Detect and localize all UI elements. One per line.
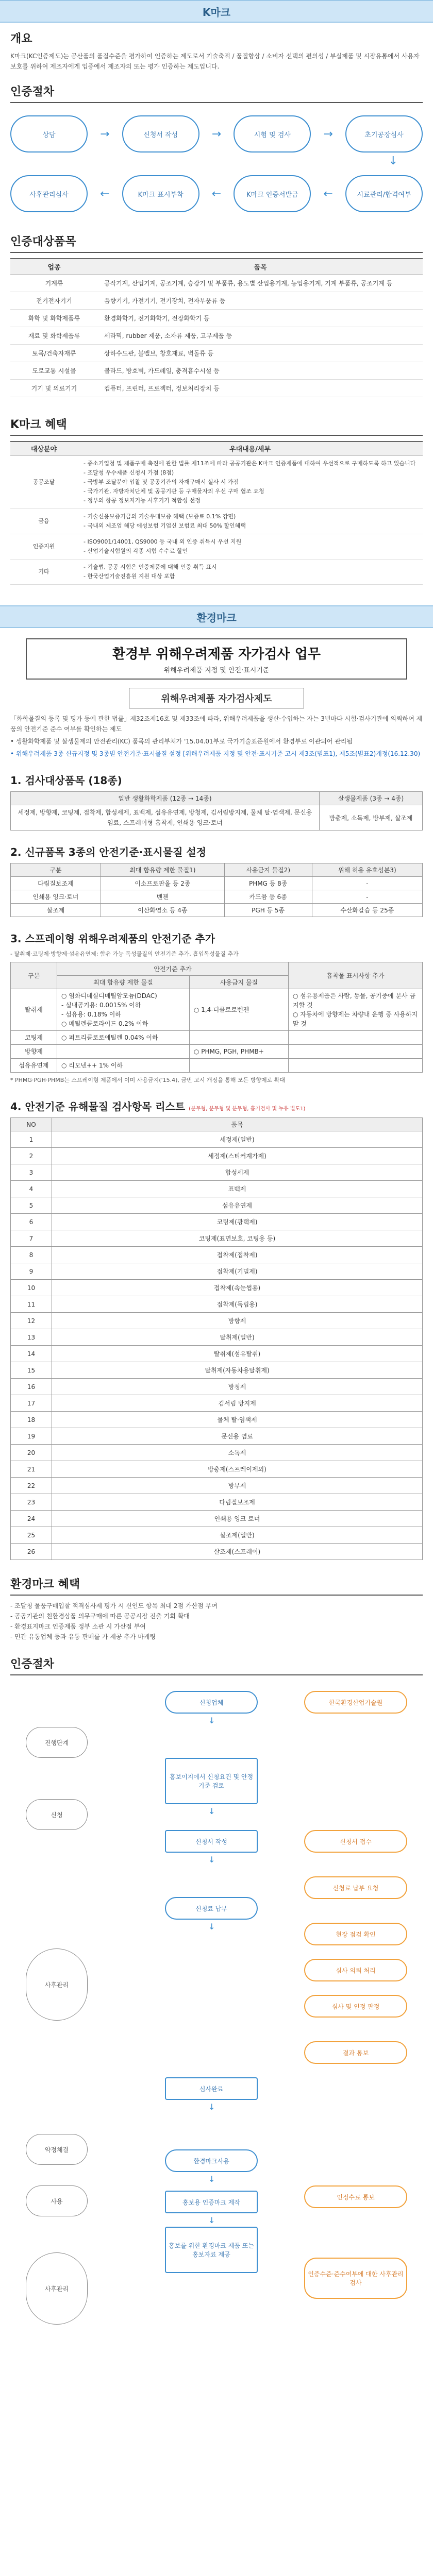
table-row bbox=[11, 1494, 423, 1511]
target-industry: 재료 및 화학제품류 bbox=[10, 327, 98, 344]
table-row bbox=[10, 274, 423, 292]
s1-title: 1. 검사대상품목 (18종) bbox=[10, 774, 122, 787]
benefit-field: 금융 bbox=[10, 509, 77, 534]
s2-table bbox=[10, 863, 423, 917]
s3-cell: 탈취제 bbox=[11, 989, 57, 1031]
table-row bbox=[10, 456, 423, 509]
env-subbox: 위해우려제품 자가검사제도 bbox=[129, 688, 304, 708]
s4-no: 25 bbox=[11, 1527, 52, 1544]
env-benefit-list bbox=[10, 1601, 423, 1642]
env-band-title: 환경마크 bbox=[196, 611, 237, 624]
proc-down-arrow-icon: ↓ bbox=[208, 1855, 215, 1865]
table-row bbox=[11, 1230, 423, 1247]
env-benefit-line: - 민간 유통업체 등과 유통 판매를 가 제공 추가 마케팅 bbox=[10, 1633, 156, 1640]
proc-step: 신청서 작성 bbox=[165, 1830, 258, 1853]
proc-org: 신청료 납부 요청 bbox=[304, 1876, 407, 1899]
table-row bbox=[11, 1379, 423, 1395]
proc-down-arrow-icon: ↓ bbox=[208, 2215, 215, 2225]
target-industry: 기계류 bbox=[10, 274, 98, 292]
table-row bbox=[11, 1280, 423, 1296]
target-items: 상하수도관, 볼밸브, 창호재료, 벽돌류 등 bbox=[98, 344, 423, 362]
s4-no: 22 bbox=[11, 1478, 52, 1494]
table-row bbox=[11, 1313, 423, 1329]
table-row bbox=[10, 327, 423, 344]
s4-no: 21 bbox=[11, 1461, 52, 1478]
s4-item: 접착제(독립용) bbox=[52, 1296, 423, 1313]
table-row bbox=[11, 1131, 423, 1148]
s1-table bbox=[10, 791, 423, 831]
s4-item: 인쇄용 잉크 토너 bbox=[52, 1511, 423, 1527]
s4-item: 접착제(속눈썹용) bbox=[52, 1280, 423, 1296]
table-row bbox=[11, 989, 423, 1031]
flow-arrow-icon: ← bbox=[211, 187, 222, 200]
table-row bbox=[11, 1428, 423, 1445]
s2-cell: PGH 등 5종 bbox=[224, 904, 312, 917]
benefit-header-field: 대상분야 bbox=[10, 442, 77, 456]
kmark-band-title: K마크 bbox=[202, 6, 231, 19]
benefit-header-detail: 우대내용/세부 bbox=[77, 442, 423, 456]
s4-item: 물체 탈·염색제 bbox=[52, 1412, 423, 1428]
flow-step-2: 신청서 작성 bbox=[122, 115, 199, 152]
table-row bbox=[11, 1346, 423, 1362]
proc-org: 현장 점검 확인 bbox=[304, 1923, 407, 1945]
s4-no: 2 bbox=[11, 1148, 52, 1164]
s4-no: 9 bbox=[11, 1263, 52, 1280]
env-title-box bbox=[26, 638, 407, 680]
s4-no: 23 bbox=[11, 1494, 52, 1511]
proc-step: 홍보용 인증마크 제작 bbox=[165, 2191, 258, 2213]
proc-org: 신청서 접수 bbox=[304, 1830, 407, 1853]
flow-arrow-icon: → bbox=[211, 127, 222, 141]
s4-no: 20 bbox=[11, 1445, 52, 1461]
s4-no: 7 bbox=[11, 1230, 52, 1247]
table-row bbox=[11, 1247, 423, 1263]
table-row bbox=[10, 362, 423, 379]
benefit-detail: - 기술법, 공공 시험은 인증제품에 대해 인증 취득 표시 - 한국산업기술진흥원 지원 대상 포함 bbox=[77, 560, 423, 585]
s3-header-type: 구분 bbox=[11, 962, 57, 989]
s2-cell: 벤젠 bbox=[101, 890, 224, 904]
s4-header-no: NO bbox=[11, 1118, 52, 1131]
table-row bbox=[10, 379, 423, 397]
s1-header-biocide: 살생물제품 (3종 → 4종) bbox=[320, 792, 423, 805]
s4-item: 탈취제(자동차용탈취제) bbox=[52, 1362, 423, 1379]
benefit-detail: - 중소기업청 및 제품구매 촉진에 관한 법률 제11조에 따라 공공기관은 K마크 인증제품에 대하여 우선적으로 구매하도록 하고 있습니다 - 조달청 우수제품 신청시 가점 (8점) - 국방부 조달분야 입찰 및 공공기관의 자재구매시 실사 시 가점 - 국가기관, 자방자치단체 및 공공기관 등 구매물자의 우선 구매 협조 요청 - 정부의 항공 정보지기능 사후기기 적합성 선정 bbox=[77, 456, 423, 509]
flow-step-1: 상담 bbox=[10, 115, 88, 152]
s4-item: 다림질보조제 bbox=[52, 1494, 423, 1511]
table-row bbox=[11, 1362, 423, 1379]
flow-step-4: 초기공장심사 bbox=[345, 115, 423, 152]
flow-arrow-icon: ← bbox=[323, 187, 333, 200]
flow-step-8: 시료관리/합격여부 bbox=[345, 175, 423, 212]
s2-title: 2. 신규품목 3종의 안전기준·표시물질 설정 bbox=[10, 846, 206, 858]
benefit-table bbox=[10, 441, 423, 585]
s4-header-item: 품목 bbox=[52, 1118, 423, 1131]
proc-down-arrow-icon: ↓ bbox=[208, 2174, 215, 2184]
s3-cell: 방향제 bbox=[11, 1045, 57, 1059]
proc-stage: 사용 bbox=[26, 2185, 88, 2216]
s4-no: 13 bbox=[11, 1329, 52, 1346]
table-row bbox=[11, 1059, 423, 1073]
benefit-detail: - ISO9001/14001, QS9000 등 국내 외 인증 취득시 우선 지원 - 산업기술시험원의 각종 시험 수수료 할인 bbox=[77, 534, 423, 560]
proc-step: 신청업체 bbox=[165, 1691, 258, 1714]
s3-cell bbox=[289, 1059, 423, 1073]
table-row bbox=[11, 1544, 423, 1560]
s4-no: 19 bbox=[11, 1428, 52, 1445]
s3-cell: ○ 리모넨++ 1% 이하 bbox=[57, 1059, 190, 1073]
table-row bbox=[11, 1461, 423, 1478]
s4-no: 24 bbox=[11, 1511, 52, 1527]
s4-no: 11 bbox=[11, 1296, 52, 1313]
proc-stage: 약정체결 bbox=[26, 2134, 88, 2165]
table-row bbox=[11, 1527, 423, 1544]
s2-cell: 수산화칼슘 등 25종 bbox=[312, 904, 422, 917]
s3-footnote: * PHMG·PGH·PHMB는 스프레이형 제품에서 이미 사용금지('15.4), 금번 고시 개정을 통해 모든 방향제로 확대 bbox=[10, 1077, 285, 1083]
flow-step-6: K마크 표시부착 bbox=[122, 175, 199, 212]
flow-down-arrow: ↓ bbox=[388, 155, 398, 167]
s4-no: 18 bbox=[11, 1412, 52, 1428]
s4-no: 17 bbox=[11, 1395, 52, 1412]
proc-org: 한국환경산업기술원 bbox=[304, 1691, 407, 1714]
s4-item: 코팅제(광택제) bbox=[52, 1214, 423, 1230]
table-row bbox=[11, 1329, 423, 1346]
env-benefit-line: - 환경표지마크 인증제품 정부 소관 시 가산점 부여 bbox=[10, 1623, 146, 1630]
target-items: 세라믹, rubber 제품, 소자류 제품, 고무제품 등 bbox=[98, 327, 423, 344]
table-row bbox=[11, 1478, 423, 1494]
target-industry: 기기 및 의료기기 bbox=[10, 379, 98, 397]
s3-cell bbox=[57, 1045, 190, 1059]
s2-cell: 다림질보조제 bbox=[11, 877, 101, 890]
env-procedure-diagram bbox=[10, 1681, 423, 2330]
s4-item: 탈취제(일반) bbox=[52, 1329, 423, 1346]
env-intro bbox=[10, 714, 423, 759]
target-header-industry: 업종 bbox=[10, 259, 98, 274]
s3-note: - 탈취제·코팅제·방향제·섬유유연제: 함유 가능 독성물질의 안전기준 추가, 흡입독성물질 추가 bbox=[10, 951, 239, 957]
s2-cell: 살조제 bbox=[11, 904, 101, 917]
table-row bbox=[11, 1197, 423, 1214]
table-row bbox=[10, 344, 423, 362]
s4-item: 섬유유연제 bbox=[52, 1197, 423, 1214]
proc-org: 결과 통보 bbox=[304, 2041, 407, 2064]
benefit-field: 인증지원 bbox=[10, 534, 77, 560]
proc-org: 심사 및 인정 판정 bbox=[304, 1995, 407, 2018]
s3-cell: ○ PHMG, PGH, PHMB+ bbox=[189, 1045, 288, 1059]
table-row bbox=[11, 1214, 423, 1230]
s2-header: 구분 bbox=[11, 863, 101, 877]
s3-cell: ○ 퍼트리클로로에틸렌 0.04% 이하 bbox=[57, 1031, 190, 1045]
s4-item: 접착제(기밀제) bbox=[52, 1263, 423, 1280]
proc-down-arrow-icon: ↓ bbox=[208, 1922, 215, 1931]
s4-no: 15 bbox=[11, 1362, 52, 1379]
s4-no: 16 bbox=[11, 1379, 52, 1395]
proc-step: 환경마크사용 bbox=[165, 2149, 258, 2172]
s3-cell bbox=[289, 1031, 423, 1045]
table-row bbox=[11, 877, 423, 890]
s4-item: 세정제(일반) bbox=[52, 1131, 423, 1148]
target-items: 환경화학기, 전기화학기, 전장화학기 등 bbox=[98, 309, 423, 327]
proc-stage: 사후관리 bbox=[26, 1948, 88, 2021]
target-title: 인증대상품목 bbox=[10, 233, 423, 253]
s4-table bbox=[10, 1117, 423, 1560]
s4-item: 방부제 bbox=[52, 1478, 423, 1494]
flow-arrow-icon: ← bbox=[100, 187, 110, 200]
s4-no: 26 bbox=[11, 1544, 52, 1560]
table-row bbox=[10, 309, 423, 327]
s4-item: 문신용 염료 bbox=[52, 1428, 423, 1445]
s2-cell: - bbox=[312, 877, 422, 890]
s4-item: 세정제(스티커계가제) bbox=[52, 1148, 423, 1164]
target-header-item: 품목 bbox=[98, 259, 423, 274]
proc-stage: 진행단계 bbox=[26, 1727, 88, 1758]
table-row bbox=[11, 1445, 423, 1461]
s4-no: 5 bbox=[11, 1197, 52, 1214]
table-row bbox=[11, 1263, 423, 1280]
s3-cell bbox=[189, 1031, 288, 1045]
table-row bbox=[11, 890, 423, 904]
s4-no: 14 bbox=[11, 1346, 52, 1362]
proc-step: 홍보를 위한 환경마크 제품 또는 홍보자료 제공 bbox=[165, 2227, 258, 2273]
s2-cell: 이산화염소 등 4종 bbox=[101, 904, 224, 917]
env-box-sub: 위해우려제품 지정 및 안전·표시기준 bbox=[163, 667, 270, 674]
target-industry: 전기전자기기 bbox=[10, 292, 98, 309]
proc-stage: 신청 bbox=[26, 1799, 88, 1830]
target-industry: 토목/건축자재류 bbox=[10, 344, 98, 362]
proc-step: 심사완료 bbox=[165, 2077, 258, 2100]
proc-down-arrow-icon: ↓ bbox=[208, 2102, 215, 2112]
s4-no: 1 bbox=[11, 1131, 52, 1148]
proc-step: 신청료 납부 bbox=[165, 1897, 258, 1920]
s2-header: 위해 허용 유효성분3) bbox=[312, 863, 422, 877]
env-band bbox=[0, 605, 433, 628]
s3-cell: 섬유유연제 bbox=[11, 1059, 57, 1073]
s3-sub-max: 최대 함유량 제한 물질 bbox=[57, 976, 190, 989]
s4-item: 접착제(접착제) bbox=[52, 1247, 423, 1263]
target-industry: 화학 및 화학제품류 bbox=[10, 309, 98, 327]
table-row bbox=[11, 1395, 423, 1412]
s4-no: 10 bbox=[11, 1280, 52, 1296]
s1-header-general: 일반 생활화학제품 (12종 → 14종) bbox=[11, 792, 320, 805]
s1-general: 세정제, 방향제, 코팅제, 접착제, 합성세제, 표백제, 섬유유연제, 방청제, 김서림방지제, 물체 탈·염색제, 문신용 염료, 스프레이형 흡착제, 인쇄용 잉크·토너 bbox=[11, 805, 320, 831]
s4-item: 소독제 bbox=[52, 1445, 423, 1461]
s2-cell: - bbox=[312, 890, 422, 904]
proc-step: 홍보이지에서 신청요건 및 안정기준 검토 bbox=[165, 1758, 258, 1804]
table-row bbox=[10, 292, 423, 309]
table-row bbox=[11, 1412, 423, 1428]
s4-no: 3 bbox=[11, 1164, 52, 1181]
s2-cell: PHMG 등 8종 bbox=[224, 877, 312, 890]
s4-title bbox=[10, 1098, 423, 1113]
s4-item: 방충제(스프레이제외) bbox=[52, 1461, 423, 1478]
proc-down-arrow-icon: ↓ bbox=[208, 1716, 215, 1725]
s4-item: 김서림 방지제 bbox=[52, 1395, 423, 1412]
s2-header: 최대 함유량 제한 물질1) bbox=[101, 863, 224, 877]
s4-title-text: 4. 안전기준 유해물질 검사항목 리스트 bbox=[10, 1100, 186, 1113]
s3-cell: ○ 염화디데실디메틸암모늄(DDAC) - 실내공기용: 0.0015% 이하 - 섬유용: 0.18% 이하 ○ 메틸렌클로라이드 0.2% 이하 bbox=[57, 989, 190, 1031]
s3-header-label: 흡착물 표시사항 추가 bbox=[289, 962, 423, 989]
env-benefit-line: - 조달청 물품구매입찰 적격심사제 평가 시 신인도 항목 최대 2점 가산점 부여 bbox=[10, 1602, 218, 1609]
target-items: 음향기기, 가전기기, 전기장치, 전자부품류 등 bbox=[98, 292, 423, 309]
s4-item: 방청제 bbox=[52, 1379, 423, 1395]
s2-cell: 카드뮴 등 6종 bbox=[224, 890, 312, 904]
benefit-field: 기타 bbox=[10, 560, 77, 585]
s3-cell: 코팅제 bbox=[11, 1031, 57, 1045]
env-intro-line: • 위해우려제품 3종 신규지정 및 3종별 안전기준·표시물질 설정 [위해우려제품 지정 및 안전·표시기준 고시 제3조(별표1), 제5조(별표2)개정(16.12.30) bbox=[10, 750, 421, 757]
proc-stage: 사후관리 bbox=[26, 2252, 88, 2325]
s3-table bbox=[10, 962, 423, 1073]
table-row bbox=[11, 1511, 423, 1527]
s3-cell: ○ 섬유용제품은 사람, 동물, 공기중에 분사 금지할 것 ○ 자동차에 방향제는 차량내 운행 중 사용하지 말 것 bbox=[289, 989, 423, 1031]
s3-cell: ○ 1,4-디클로로벤젠 bbox=[189, 989, 288, 1031]
kmark-band bbox=[0, 0, 433, 23]
proc-org: 인정수료 통보 bbox=[304, 2185, 407, 2208]
table-row bbox=[10, 534, 423, 560]
benefit-title: K마크 혜택 bbox=[10, 416, 423, 436]
env-benefit-line: - 공공기관의 친환경상품 의무구매에 따른 공공시장 진출 기회 확대 bbox=[10, 1613, 190, 1620]
env-proc-title: 인증절차 bbox=[10, 1655, 423, 1675]
overview-text: K마크(KC인증제도)는 공산품의 품질수준을 평가하여 인증하는 제도로서 기술축적 / 품질향상 / 소비자 선택의 편의성 / 부실제품 및 시장유통에서 사용자 보호를 위하여 제조자에게 입증에서 제조자의 또는 평가 인증하는 제도입니다. bbox=[10, 53, 420, 70]
target-items: 공작기계, 산업기계, 공조기계, 승강기 및 부품류, 용도별 산업용기계, 농업용기계, 기계 부품류, 공조기계 등 bbox=[98, 274, 423, 292]
s3-sub-ban: 사용금지 물질 bbox=[189, 976, 288, 989]
s1-biocide: 방충제, 소독제, 방부제, 살조제 bbox=[320, 805, 423, 831]
table-row bbox=[11, 904, 423, 917]
flow-step-5: 사후관리심사 bbox=[10, 175, 88, 212]
target-items: 볼라드, 방호벽, 가드레일, 충격흡수시설 등 bbox=[98, 362, 423, 379]
table-row bbox=[11, 1045, 423, 1059]
s3-header-safety: 안전기준 추가 bbox=[57, 962, 289, 976]
s2-header: 사용금지 물질2) bbox=[224, 863, 312, 877]
s4-no: 4 bbox=[11, 1181, 52, 1197]
env-box-title: 환경부 위해우려제품 자가검사 업무 bbox=[112, 647, 321, 662]
target-table bbox=[10, 258, 423, 397]
target-industry: 도로교통 시설물 bbox=[10, 362, 98, 379]
table-row bbox=[11, 1031, 423, 1045]
s4-no: 8 bbox=[11, 1247, 52, 1263]
s4-item: 탈취제(섬유탈취) bbox=[52, 1346, 423, 1362]
s4-no: 12 bbox=[11, 1313, 52, 1329]
env-intro-line: 「화학물질의 등록 및 평가 등에 관한 법률」제32조제16호 및 제33조에 따라, 위해우려제품을 생산·수입하는 자는 3년마다 시험·검사기관에 의뢰하여 제품의 안전기준 준수 여부를 확인하는 제도 bbox=[10, 715, 423, 733]
benefit-detail: - 기술신용보증기금의 기술우대보증 혜택 (보증료 0.1% 감면) - 국내외 제조업 해당 에성보험 기업신 보험료 최대 50% 할인혜택 bbox=[77, 509, 423, 534]
s3-cell bbox=[289, 1045, 423, 1059]
kmark-procedure-title: 인증절차 bbox=[10, 83, 423, 103]
target-items: 컴퓨터, 프린터, 프로젝터, 정보처리장치 등 bbox=[98, 379, 423, 397]
s4-no: 6 bbox=[11, 1214, 52, 1230]
env-benefit-title: 환경마크 혜택 bbox=[10, 1575, 423, 1596]
kmark-flow bbox=[10, 113, 423, 222]
table-row bbox=[11, 1148, 423, 1164]
benefit-field: 공공조달 bbox=[10, 456, 77, 509]
s3-cell bbox=[189, 1059, 288, 1073]
flow-arrow-icon: → bbox=[100, 127, 110, 141]
flow-arrow-icon: → bbox=[323, 127, 333, 141]
s4-item: 방향제 bbox=[52, 1313, 423, 1329]
proc-org: 심사 의뢰 처리 bbox=[304, 1959, 407, 1981]
table-row bbox=[10, 509, 423, 534]
table-row bbox=[11, 1164, 423, 1181]
s4-item: 표백제 bbox=[52, 1181, 423, 1197]
table-row bbox=[11, 1181, 423, 1197]
env-intro-line: • 생활화학제품 및 살생물제의 안전관리(KC) 품목의 관리부처가 '15.04.01부로 국가기술표준원에서 환경부로 이관되어 관리됨 bbox=[10, 738, 353, 745]
flow-step-3: 시험 및 검사 bbox=[234, 115, 311, 152]
proc-org: 인증수준·준수여부에 대한 사후관리 검사 bbox=[304, 2258, 407, 2299]
table-row bbox=[11, 1296, 423, 1313]
s3-title: 3. 스프레이형 위해우려제품의 안전기준 추가 bbox=[10, 933, 215, 945]
s4-item: 코팅제(표면보호, 코팅용 등) bbox=[52, 1230, 423, 1247]
flow-step-7: K마크 인증서발급 bbox=[234, 175, 311, 212]
s4-item: 살조제(일반) bbox=[52, 1527, 423, 1544]
s4-title-small: (분무형, 분무형 및 분무형, 흡기검사 및 누유 별도1) bbox=[189, 1106, 306, 1112]
overview-title: 개요 bbox=[10, 32, 32, 45]
s4-item: 합성세제 bbox=[52, 1164, 423, 1181]
s2-cell: 이소프로판올 등 2종 bbox=[101, 877, 224, 890]
s4-item: 살조제(스프레이) bbox=[52, 1544, 423, 1560]
proc-down-arrow-icon: ↓ bbox=[208, 1806, 215, 1816]
s2-cell: 인쇄용 잉크·토너 bbox=[11, 890, 101, 904]
table-row bbox=[10, 560, 423, 585]
